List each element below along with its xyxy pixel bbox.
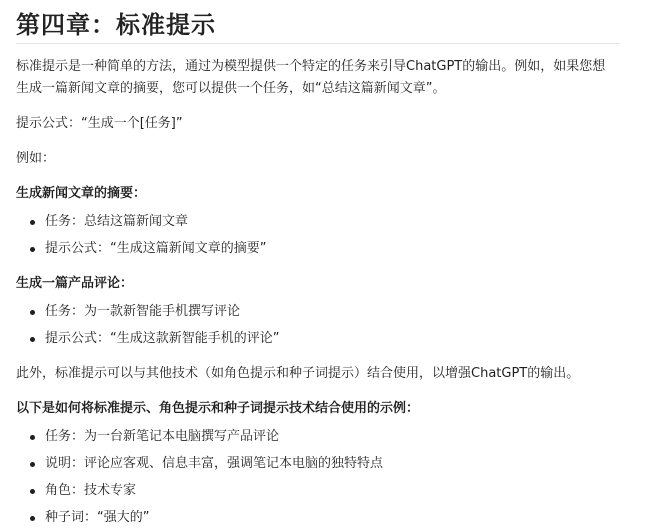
list-item: [16, 328, 672, 350]
chapter-title: 第四章：标准提示: [16, 11, 216, 39]
example3-list: [16, 426, 672, 529]
list-item-text: 提示公式：“生成这款新智能手机的评论”: [45, 331, 280, 346]
bullet-icon: [30, 310, 35, 315]
example2-heading: 生成一篇产品评论：: [16, 276, 134, 291]
list-item-text: 提示公式：“生成这篇新闻文章的摘要”: [45, 241, 267, 256]
bullet-icon: [30, 435, 35, 440]
bullet-icon: [30, 220, 35, 225]
formula-paragraph: 提示公式：“生成一个[任务]”: [16, 116, 183, 131]
list-item-text: 任务：为一款新智能手机撰写评论: [45, 304, 241, 319]
title-divider: [16, 43, 620, 44]
list-item: [16, 238, 672, 260]
example1-heading: 生成新闻文章的摘要：: [16, 186, 147, 201]
list-item: [16, 507, 672, 529]
combine-paragraph: 此外，标准提示可以与其他技术（如角色提示和种子词提示）结合使用，以增强ChatGPT的输出。: [16, 366, 580, 381]
list-item-text: 任务：总结这篇新闻文章: [45, 214, 189, 229]
example1-list: [16, 211, 672, 260]
example-label: 例如：: [16, 151, 56, 166]
example2-list: [16, 301, 672, 350]
example3-heading: 以下是如何将标准提示、角色提示和种子词提示技术结合使用的示例：: [16, 401, 420, 416]
list-item: [16, 426, 672, 448]
bullet-icon: [30, 247, 35, 252]
list-item-text: 种子词：“强大的”: [45, 510, 150, 525]
bullet-icon: [30, 462, 35, 467]
list-item: [16, 480, 672, 502]
list-item: [16, 211, 672, 233]
list-item-text: 说明：评论应客观、信息丰富，强调笔记本电脑的独特特点: [45, 456, 384, 471]
list-item-text: 任务：为一台新笔记本电脑撰写产品评论: [45, 429, 280, 444]
bullet-icon: [30, 489, 35, 494]
list-item: [16, 453, 672, 475]
bullet-icon: [30, 516, 35, 521]
list-item: [16, 301, 672, 323]
list-item-text: 角色：技术专家: [45, 483, 137, 498]
intro-paragraph: 标准提示是一种简单的方法，通过为模型提供一个特定的任务来引导ChatGPT的输出。例如，如果您想生成一篇新闻文章的摘要，您可以提供一个任务，如“总结这篇新闻文章”。: [16, 59, 606, 96]
bullet-icon: [30, 337, 35, 342]
